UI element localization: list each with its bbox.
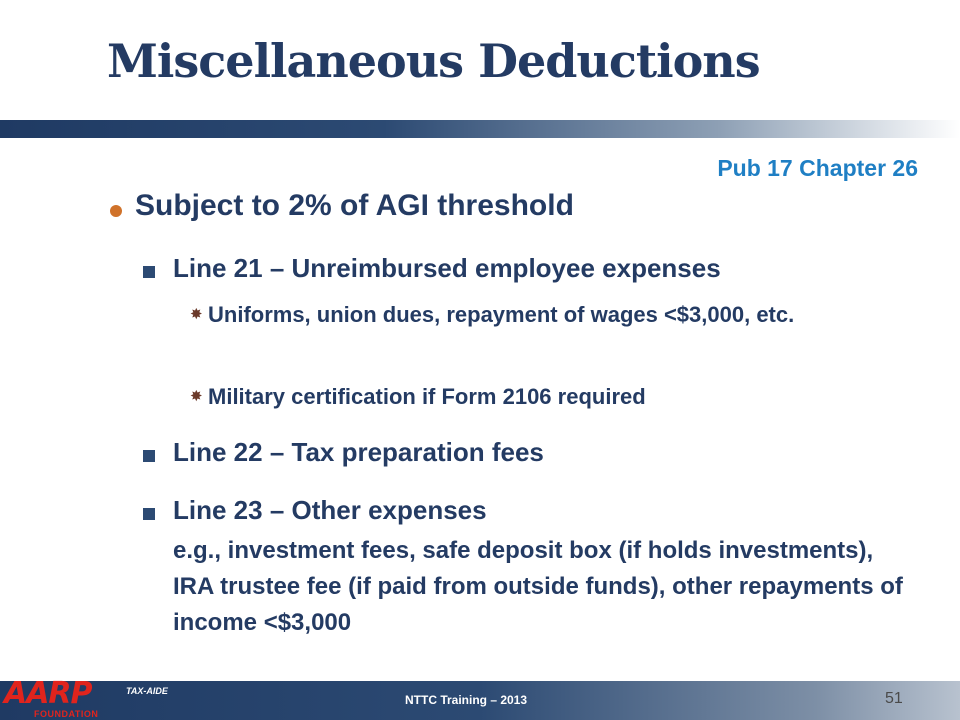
- sub-item-military: [190, 380, 870, 413]
- list-item-label: Line 23 – Other expenses: [173, 495, 487, 525]
- list-item-label: Line 22 – Tax preparation fees: [173, 437, 544, 467]
- title-divider-bar: [0, 120, 960, 138]
- sub-item-text: Uniforms, union dues, repayment of wages <$3,000, etc.: [208, 302, 795, 327]
- square-bullet-icon: [143, 450, 155, 462]
- bullet-dot-icon: [110, 205, 122, 217]
- list-item-label: Line 21 – Unreimbursed employee expenses: [173, 253, 721, 283]
- star-bullet-icon: ✸: [190, 306, 203, 323]
- program-name: TAX-AIDE: [126, 686, 168, 696]
- square-bullet-icon: [143, 508, 155, 520]
- star-bullet-icon: ✸: [190, 388, 203, 405]
- logo-subtext: FOUNDATION: [34, 709, 99, 719]
- slide-title: Miscellaneous Deductions: [107, 34, 760, 88]
- footer-center-text: NTTC Training – 2013: [405, 693, 528, 707]
- aarp-foundation-logo: [4, 676, 168, 719]
- main-bullet-text: Subject to 2% of AGI threshold: [135, 189, 574, 222]
- page-number: 51: [885, 690, 903, 707]
- reference-label: Pub 17 Chapter 26: [717, 155, 918, 181]
- sub-item-uniforms: [190, 298, 870, 331]
- logo-wordmark: AARP: [4, 676, 92, 711]
- line-23-details: e.g., investment fees, safe deposit box (if holds investments), IRA trustee fee (if paid from outside funds), other repayments of income <$3,000: [173, 537, 903, 636]
- square-bullet-icon: [143, 266, 155, 278]
- sub-item-text: Military certification if Form 2106 required: [208, 384, 646, 409]
